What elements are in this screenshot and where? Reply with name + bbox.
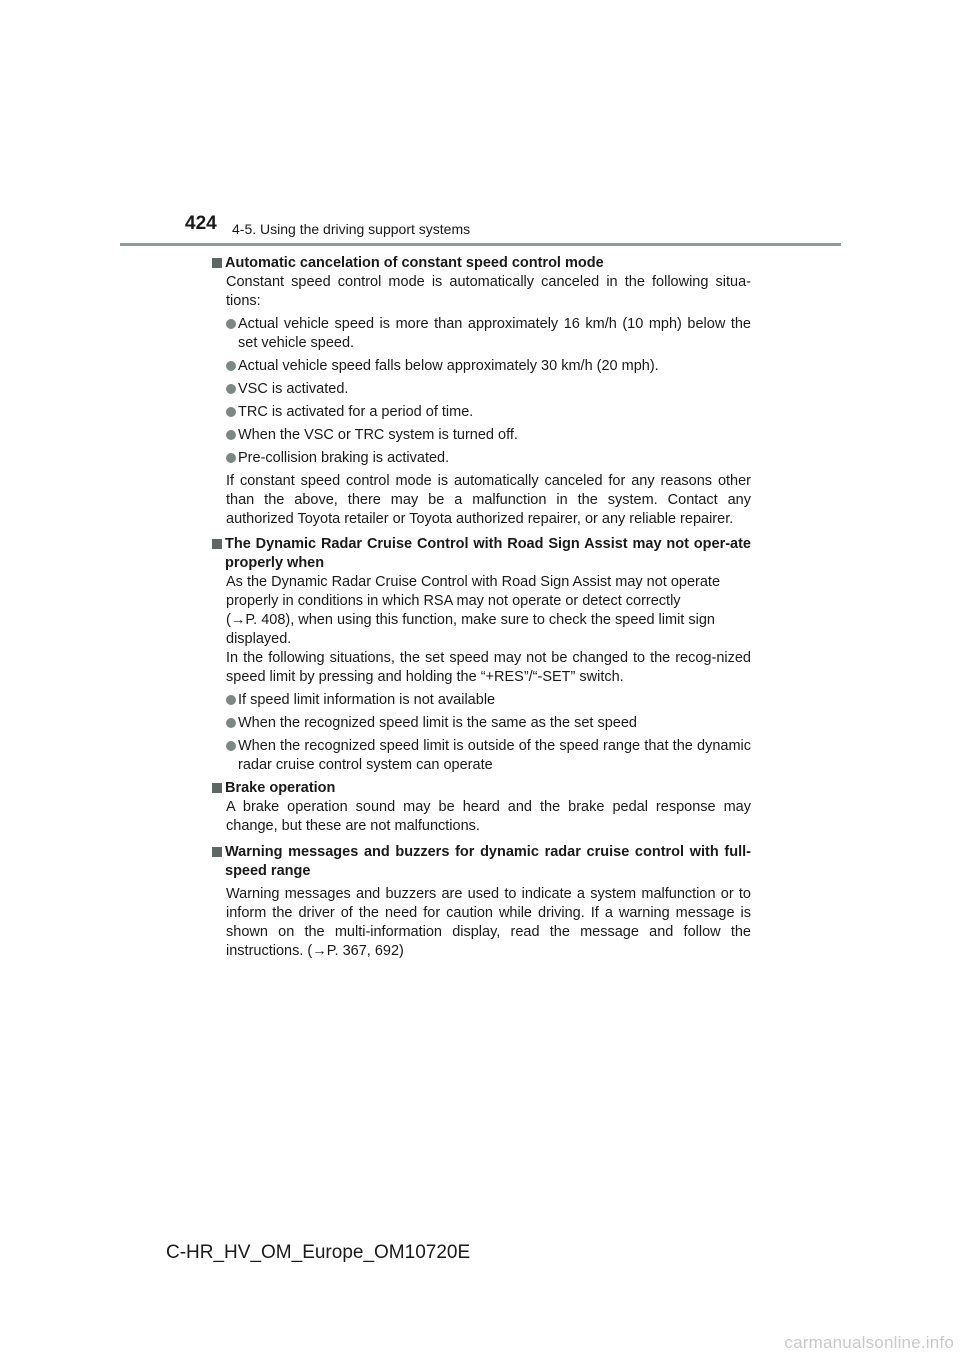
paragraph: A brake operation sound may be heard and the brake pedal response may change, but these are not malfunctions.	[226, 799, 751, 834]
paragraph	[226, 573, 751, 649]
list-item: Pre-collision braking is activated.	[226, 449, 751, 468]
paragraph: In the following situations, the set speed may not be changed to the recog-nized speed limit by pressing and holding the “+RES”/“-SET” switch.	[226, 650, 751, 685]
watermark: carmanualsonline.info	[784, 1333, 954, 1352]
section-heading-rsa: The Dynamic Radar Cruise Control with Road Sign Assist may not oper-ate properly when	[211, 535, 751, 573]
list-item: If speed limit information is not available	[226, 691, 751, 710]
page-number: 424	[185, 213, 217, 234]
list-item: VSC is activated.	[226, 380, 751, 399]
list-item: When the recognized speed limit is outside of the speed range that the dynamic radar cruise control system can operate	[226, 737, 751, 775]
document-code: C-HR_HV_OM_Europe_OM10720E	[166, 1242, 471, 1263]
list-item: When the recognized speed limit is the same as the set speed	[226, 714, 751, 733]
paragraph: If constant speed control mode is automatically canceled for any reasons other than the above, there may be a malfunction in the system. Contact any authorized Toyota retailer or Toyota authorized repairer, or any reliable repairer.	[226, 473, 751, 527]
page-content	[211, 254, 751, 961]
section-heading-brake: Brake operation	[211, 779, 751, 798]
text-line: properly in conditions in which RSA may not operate or detect correctly	[226, 593, 681, 609]
header-divider	[120, 243, 841, 246]
text-line: As the Dynamic Radar Cruise Control with Road Sign Assist may not operate	[226, 574, 721, 590]
section-heading-auto-cancel: Automatic cancelation of constant speed control mode	[211, 254, 751, 273]
list-item: Actual vehicle speed falls below approximately 30 km/h (20 mph).	[226, 357, 751, 376]
text-line: (→P. 408), when using this function, make sure to check the speed limit sign	[226, 612, 715, 628]
list-item: TRC is activated for a period of time.	[226, 403, 751, 422]
paragraph: Warning messages and buzzers are used to indicate a system malfunction or to inform the driver of the need for caution while driving. If a warning message is shown on the multi-information display, read the message and follow the instructions. (→P. 367, 692)	[226, 886, 751, 959]
list-item: Actual vehicle speed is more than approximately 16 km/h (10 mph) below the set vehicle speed.	[226, 315, 751, 353]
list-item: When the VSC or TRC system is turned off.	[226, 426, 751, 445]
section-heading-warning: Warning messages and buzzers for dynamic radar cruise control with full-speed range	[211, 843, 751, 881]
paragraph: Constant speed control mode is automatically canceled in the following situa-tions:	[226, 274, 751, 309]
section-title: 4-5. Using the driving support systems	[232, 221, 471, 237]
text-line: displayed.	[226, 631, 292, 647]
